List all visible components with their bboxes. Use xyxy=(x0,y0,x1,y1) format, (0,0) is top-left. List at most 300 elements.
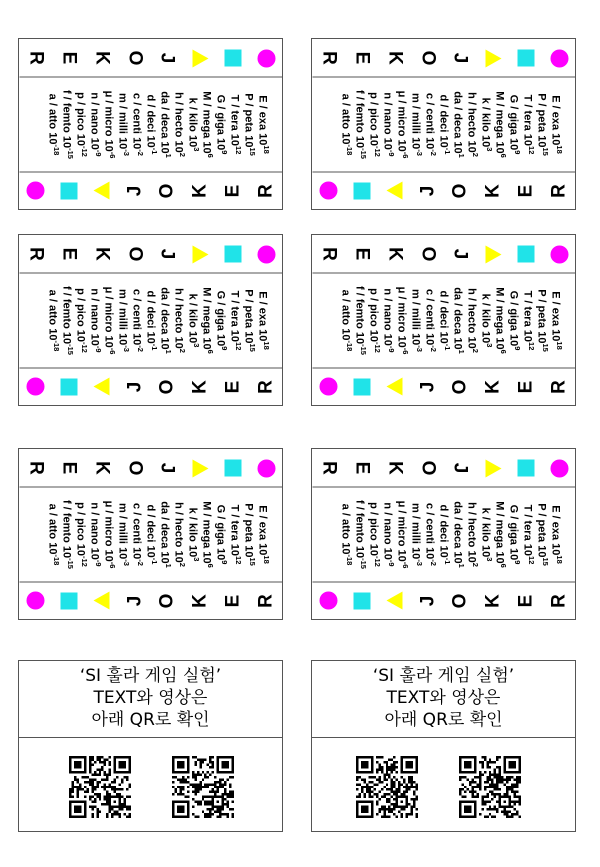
power-exponent: 12 xyxy=(526,145,536,154)
prefix-separator: / xyxy=(451,516,463,520)
prefix-symbol: E xyxy=(256,290,268,299)
prefix-name: exa xyxy=(256,521,268,540)
power-exponent: -1 xyxy=(442,557,452,564)
info-line: TEXT와 영상은 xyxy=(93,688,208,708)
prefix-name: kilo xyxy=(479,308,491,328)
power-exponent: 6 xyxy=(205,563,215,568)
strip-slot xyxy=(476,39,509,76)
power-exponent: -12 xyxy=(79,555,89,567)
prefix-name: deci xyxy=(437,519,449,542)
power-exponent: 3 xyxy=(484,342,494,347)
si-prefix-line xyxy=(520,273,534,367)
qr-code xyxy=(69,756,131,818)
power-exponent: 6 xyxy=(498,563,508,568)
prefix-name: kilo xyxy=(186,308,198,328)
si-prefix-line xyxy=(478,487,492,581)
prefix-separator: / xyxy=(46,298,58,302)
joker-letter: E xyxy=(222,184,244,197)
prefix-symbol: M xyxy=(493,90,505,100)
prefix-symbol: μ xyxy=(102,500,114,507)
joker-letter: R xyxy=(24,246,46,261)
power-base: 10 xyxy=(535,134,547,147)
prefix-symbol: da xyxy=(158,90,170,104)
strip-slot xyxy=(183,39,216,76)
power-base: 10 xyxy=(367,329,379,342)
si-prefix-list xyxy=(312,486,575,582)
prefix-symbol: T xyxy=(228,290,240,297)
joker-letter: J xyxy=(416,595,438,606)
power-base: 10 xyxy=(130,546,142,559)
power-base: 10 xyxy=(88,547,100,560)
prefix-symbol: E xyxy=(549,94,561,103)
strip-slot xyxy=(542,39,575,76)
power-exponent: -3 xyxy=(121,344,131,352)
power-base: 10 xyxy=(493,550,505,564)
strip-slot xyxy=(378,39,411,76)
strip-slot xyxy=(19,172,52,209)
strip-slot xyxy=(509,39,542,76)
prefix-name: kilo xyxy=(186,112,198,132)
prefix-name: mega xyxy=(200,519,212,548)
si-prefix-line xyxy=(534,487,548,581)
power-exponent: -2 xyxy=(135,558,145,566)
si-prefix-list xyxy=(19,486,282,582)
power-base: 10 xyxy=(60,331,72,344)
si-prefix-list xyxy=(19,272,282,368)
power-base: 10 xyxy=(451,550,463,564)
prefix-name: milli xyxy=(116,307,128,330)
prefix-name: atto xyxy=(339,518,351,539)
prefix-name: femto xyxy=(60,298,72,329)
prefix-separator: / xyxy=(228,299,240,303)
power-base: 10 xyxy=(74,329,86,342)
si-prefix-list xyxy=(19,76,282,172)
power-exponent: 2 xyxy=(470,348,480,353)
strip-slot xyxy=(378,449,411,486)
joker-letter: E xyxy=(515,380,537,393)
prefix-separator: / xyxy=(116,301,128,305)
prefix-symbol: h xyxy=(172,287,184,295)
joker-letter: R xyxy=(255,593,277,608)
joker-card xyxy=(18,448,283,620)
prefix-symbol: n xyxy=(381,91,393,99)
prefix-name: micro xyxy=(102,105,114,136)
si-prefix-line xyxy=(101,273,115,367)
power-exponent: -18 xyxy=(51,143,61,155)
prefix-name: giga xyxy=(214,307,226,331)
strip-slot xyxy=(542,449,575,486)
si-prefix-line xyxy=(227,487,241,581)
power-exponent: 1 xyxy=(163,563,173,568)
joker-letter: K xyxy=(383,460,405,475)
prefix-separator: / xyxy=(465,297,477,301)
power-exponent: -12 xyxy=(372,145,382,157)
prefix-separator: / xyxy=(200,512,212,516)
triangle-icon xyxy=(386,182,402,200)
si-prefix-line xyxy=(436,487,450,581)
prefix-separator: / xyxy=(465,101,477,105)
si-prefix-line xyxy=(45,273,59,367)
prefix-separator: / xyxy=(409,515,421,519)
triangle-icon xyxy=(485,49,501,67)
power-base: 10 xyxy=(186,544,198,557)
joker-letter: E xyxy=(222,594,244,607)
power-exponent: -6 xyxy=(107,151,117,158)
si-prefix-line xyxy=(436,77,450,171)
prefix-name: centi xyxy=(130,517,142,544)
power-base: 10 xyxy=(353,545,365,558)
power-base: 10 xyxy=(60,545,72,558)
joker-letter: E xyxy=(57,461,79,474)
si-prefix-line xyxy=(548,273,562,367)
power-exponent: -1 xyxy=(442,147,452,154)
joker-letter: K xyxy=(383,50,405,65)
power-base: 10 xyxy=(74,133,86,146)
power-base: 10 xyxy=(228,133,240,146)
prefix-symbol: M xyxy=(493,500,505,510)
triangle-icon xyxy=(485,245,501,263)
power-base: 10 xyxy=(451,336,463,350)
si-prefix-line xyxy=(143,487,157,581)
prefix-symbol: P xyxy=(242,502,254,510)
prefix-symbol: n xyxy=(88,501,100,509)
joker-card xyxy=(18,38,283,210)
prefix-name: giga xyxy=(507,111,519,135)
power-base: 10 xyxy=(381,547,393,560)
prefix-symbol: M xyxy=(493,286,505,296)
power-base: 10 xyxy=(521,543,533,556)
si-prefix-line xyxy=(255,77,269,171)
power-exponent: 6 xyxy=(498,349,508,354)
power-base: 10 xyxy=(158,550,170,564)
qr-code-area xyxy=(19,738,282,831)
power-base: 10 xyxy=(479,330,491,343)
power-base: 10 xyxy=(172,139,184,153)
power-base: 10 xyxy=(409,136,421,149)
si-prefix-line xyxy=(59,77,73,171)
prefix-separator: / xyxy=(172,101,184,105)
power-base: 10 xyxy=(507,333,519,346)
si-prefix-line xyxy=(534,77,548,171)
strip-slot xyxy=(216,172,249,209)
power-exponent: -2 xyxy=(428,558,438,566)
power-exponent: -9 xyxy=(93,149,103,157)
prefix-symbol: d xyxy=(437,94,449,101)
info-line: ‘SI 훌라 게임 실험’ xyxy=(372,666,515,686)
strip-slot xyxy=(118,172,151,209)
circle-icon xyxy=(550,459,568,477)
power-exponent: -15 xyxy=(65,557,75,569)
prefix-separator: / xyxy=(242,102,254,106)
power-base: 10 xyxy=(242,330,254,343)
si-prefix-line xyxy=(450,273,464,367)
prefix-symbol: p xyxy=(74,287,86,295)
power-exponent: 18 xyxy=(554,340,564,350)
power-exponent: 6 xyxy=(205,349,215,354)
si-prefix-line xyxy=(394,77,408,171)
prefix-separator: / xyxy=(381,511,393,515)
si-prefix-line xyxy=(185,77,199,171)
prefix-name: exa xyxy=(549,521,561,540)
power-exponent: 2 xyxy=(177,562,187,567)
power-exponent: -2 xyxy=(135,344,145,352)
joker-letter: J xyxy=(156,52,178,63)
prefix-symbol: c xyxy=(423,502,435,509)
prefix-symbol: μ xyxy=(102,90,114,97)
joker-letter: K xyxy=(383,246,405,261)
si-prefix-line xyxy=(241,273,255,367)
power-exponent: 3 xyxy=(484,146,494,151)
strip-slot xyxy=(444,582,477,619)
strip-slot xyxy=(52,368,85,405)
square-icon xyxy=(224,49,241,66)
power-base: 10 xyxy=(242,544,254,557)
prefix-separator: / xyxy=(200,102,212,106)
prefix-separator: / xyxy=(535,102,547,106)
prefix-name: nano xyxy=(88,107,100,135)
prefix-separator: / xyxy=(74,297,86,301)
joker-letter: R xyxy=(548,593,570,608)
info-line: TEXT와 영상은 xyxy=(386,688,501,708)
card-corner-strip-bottom xyxy=(312,368,575,405)
card-corner-strip-bottom xyxy=(312,582,575,619)
joker-letter: E xyxy=(515,184,537,197)
si-prefix-line xyxy=(45,77,59,171)
power-base: 10 xyxy=(200,336,212,350)
power-exponent: 2 xyxy=(470,152,480,157)
power-base: 10 xyxy=(339,541,351,554)
prefix-symbol: c xyxy=(423,288,435,295)
circle-icon xyxy=(257,49,275,67)
joker-letter: E xyxy=(350,247,372,260)
prefix-name: hecto xyxy=(172,517,184,547)
card-corner-strip-top xyxy=(312,449,575,486)
prefix-separator: / xyxy=(186,302,198,306)
prefix-separator: / xyxy=(172,511,184,515)
prefix-name: peta xyxy=(242,305,254,328)
strip-slot xyxy=(183,172,216,209)
prefix-name: tera xyxy=(228,520,240,541)
joker-letter: K xyxy=(189,593,211,608)
prefix-symbol: M xyxy=(200,500,212,510)
power-exponent: 15 xyxy=(247,342,257,352)
prefix-symbol: f xyxy=(353,285,365,290)
strip-slot xyxy=(118,582,151,619)
prefix-name: hecto xyxy=(172,303,184,333)
joker-letter: E xyxy=(57,51,79,64)
prefix-name: giga xyxy=(214,111,226,135)
strip-slot xyxy=(85,368,118,405)
strip-slot xyxy=(345,39,378,76)
si-prefix-line xyxy=(255,487,269,581)
prefix-name: nano xyxy=(88,303,100,331)
power-exponent: 18 xyxy=(554,554,564,564)
square-icon xyxy=(60,592,77,609)
si-prefix-line xyxy=(129,77,143,171)
power-exponent: 3 xyxy=(191,146,201,151)
si-prefix-line xyxy=(227,273,241,367)
prefix-separator: / xyxy=(256,105,268,109)
power-exponent: -2 xyxy=(428,344,438,352)
joker-letter: R xyxy=(255,379,277,394)
prefix-symbol: h xyxy=(465,287,477,295)
prefix-symbol: p xyxy=(74,501,86,509)
strip-slot xyxy=(19,235,52,272)
prefix-separator: / xyxy=(451,106,463,110)
power-base: 10 xyxy=(102,549,114,562)
square-icon xyxy=(224,245,241,262)
joker-letter: O xyxy=(156,183,178,198)
power-base: 10 xyxy=(102,139,114,152)
prefix-separator: / xyxy=(507,301,519,305)
power-exponent: -9 xyxy=(386,559,396,567)
strip-slot xyxy=(19,449,52,486)
prefix-name: deca xyxy=(451,112,463,138)
prefix-name: exa xyxy=(256,307,268,326)
power-exponent: 12 xyxy=(526,341,536,350)
prefix-name: centi xyxy=(130,303,142,330)
strip-slot xyxy=(476,172,509,209)
strip-slot xyxy=(249,582,282,619)
strip-slot xyxy=(85,582,118,619)
prefix-separator: / xyxy=(186,516,198,520)
power-base: 10 xyxy=(186,330,198,343)
triangle-icon xyxy=(192,49,208,67)
si-prefix-list xyxy=(312,272,575,368)
strip-slot xyxy=(345,172,378,209)
power-exponent: -1 xyxy=(149,557,159,564)
si-prefix-line xyxy=(59,273,73,367)
triangle-icon xyxy=(386,378,402,396)
joker-card-face xyxy=(19,39,282,209)
prefix-symbol: k xyxy=(186,507,198,514)
power-exponent: -1 xyxy=(442,343,452,350)
prefix-name: hecto xyxy=(465,107,477,137)
prefix-symbol: k xyxy=(186,97,198,104)
prefix-separator: / xyxy=(158,516,170,520)
triangle-icon xyxy=(192,459,208,477)
prefix-symbol: μ xyxy=(395,90,407,97)
prefix-symbol: p xyxy=(367,91,379,99)
power-exponent: -18 xyxy=(51,339,61,351)
info-line: 아래 QR로 확인 xyxy=(91,710,210,730)
power-exponent: -15 xyxy=(65,147,75,159)
joker-letter: O xyxy=(449,379,471,394)
prefix-separator: / xyxy=(130,101,142,105)
prefix-separator: / xyxy=(437,103,449,107)
prefix-symbol: c xyxy=(423,92,435,99)
strip-slot xyxy=(85,235,118,272)
card-corner-strip-bottom xyxy=(19,368,282,405)
power-exponent: -18 xyxy=(344,143,354,155)
power-exponent: -3 xyxy=(414,558,424,566)
info-card-text xyxy=(19,661,282,738)
square-icon xyxy=(60,182,77,199)
prefix-name: deci xyxy=(437,305,449,328)
strip-slot xyxy=(476,449,509,486)
prefix-separator: / xyxy=(339,102,351,106)
si-prefix-line xyxy=(87,273,101,367)
power-exponent: -6 xyxy=(107,347,117,354)
strip-slot xyxy=(411,368,444,405)
prefix-name: deci xyxy=(144,109,156,132)
prefix-separator: / xyxy=(200,298,212,302)
prefix-name: tera xyxy=(228,110,240,131)
prefix-name: centi xyxy=(423,107,435,134)
power-exponent: -3 xyxy=(121,148,131,156)
prefix-symbol: G xyxy=(214,504,226,513)
power-base: 10 xyxy=(479,544,491,557)
power-exponent: -9 xyxy=(386,149,396,157)
power-exponent: -6 xyxy=(400,561,410,568)
strip-slot xyxy=(542,582,575,619)
qr-code-image xyxy=(356,756,418,818)
square-icon xyxy=(517,459,534,476)
circle-icon xyxy=(26,592,44,610)
joker-card xyxy=(18,234,283,406)
prefix-name: exa xyxy=(549,307,561,326)
power-exponent: -15 xyxy=(358,147,368,159)
strip-slot xyxy=(509,582,542,619)
power-base: 10 xyxy=(200,140,212,154)
prefix-separator: / xyxy=(130,511,142,515)
power-base: 10 xyxy=(549,328,561,341)
strip-slot xyxy=(509,235,542,272)
strip-slot xyxy=(509,368,542,405)
prefix-separator: / xyxy=(367,297,379,301)
power-base: 10 xyxy=(172,549,184,563)
power-exponent: 9 xyxy=(219,559,229,564)
prefix-separator: / xyxy=(507,515,519,519)
prefix-name: pico xyxy=(74,517,86,541)
si-prefix-line xyxy=(129,487,143,581)
power-base: 10 xyxy=(214,137,226,150)
power-exponent: 3 xyxy=(191,342,201,347)
card-corner-strip-top xyxy=(312,39,575,76)
strip-slot xyxy=(542,235,575,272)
power-base: 10 xyxy=(465,335,477,349)
joker-letter: J xyxy=(416,185,438,196)
power-exponent: 2 xyxy=(177,348,187,353)
power-base: 10 xyxy=(381,137,393,150)
joker-letter: E xyxy=(515,594,537,607)
prefix-name: micro xyxy=(395,301,407,332)
power-base: 10 xyxy=(465,549,477,563)
power-base: 10 xyxy=(256,328,268,341)
power-exponent: -9 xyxy=(93,345,103,353)
joker-letter: J xyxy=(156,462,178,473)
prefix-name: peta xyxy=(535,519,547,542)
prefix-name: pico xyxy=(74,303,86,327)
prefix-symbol: k xyxy=(479,97,491,104)
strip-slot xyxy=(85,39,118,76)
prefix-symbol: G xyxy=(507,94,519,103)
prefix-separator: / xyxy=(158,302,170,306)
si-prefix-line xyxy=(478,77,492,171)
prefix-symbol: G xyxy=(507,290,519,299)
prefix-separator: / xyxy=(451,302,463,306)
strip-slot xyxy=(312,235,345,272)
prefix-separator: / xyxy=(535,512,547,516)
prefix-symbol: da xyxy=(451,500,463,514)
prefix-name: hecto xyxy=(172,107,184,137)
power-exponent: -15 xyxy=(358,343,368,355)
strip-slot xyxy=(249,235,282,272)
strip-slot xyxy=(183,449,216,486)
power-exponent: 15 xyxy=(540,146,550,156)
power-exponent: -12 xyxy=(372,555,382,567)
prefix-symbol: c xyxy=(130,502,142,509)
